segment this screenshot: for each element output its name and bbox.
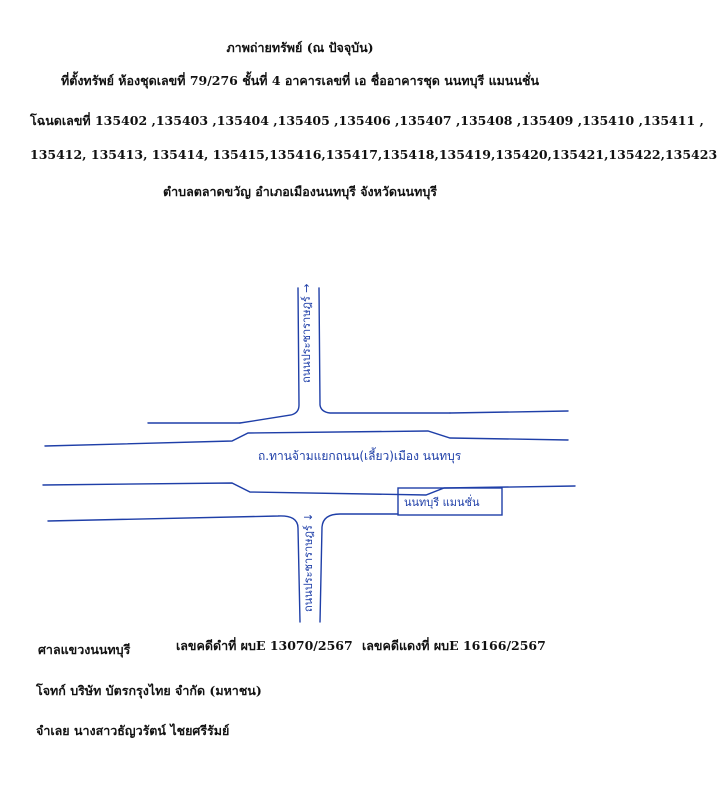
red-case-number: เลขคดีแดงที่ ผบE 16166/2567: [362, 638, 546, 653]
court-name: ศาลแขวงนนทบุรี: [38, 642, 131, 657]
property-location: ที่ตั้งทรัพย์ ห้องชุดเลขที่ 79/276 ชั้นที่ 4 อาคารเลขที่ เอ ชื่ออาคารชุด นนทบุรี แมนนชั่น: [60, 73, 540, 88]
road-label-top: ถนนประชาราษฎร์ →: [300, 283, 313, 383]
black-case-number: เลขคดีดำที่ ผบE 13070/2567: [176, 638, 353, 653]
road-label-bottom: ถนนประชาราษฎร์ ↓: [302, 512, 315, 612]
deed-numbers-line-2: 135412, 135413, 135414, 135415,135416,135417,135418,135419,135420,135421,135422,135423: [30, 147, 717, 162]
property-label: นนทบุรี แมนชั่น: [404, 496, 480, 509]
main-road-label: ถ.ทานจ้ามแยกถนน(เลี้ยว)เมือง นนทบุร: [258, 449, 462, 463]
page-title: ภาพถ่ายทรัพย์ (ณ ปัจจุบัน): [226, 40, 374, 55]
defendant-line: จำเลย นางสาวธัญวรัตน์ ไชยศรีรัมย์: [36, 723, 230, 738]
plaintiff-line: โจทก์ บริษัท บัตรกรุงไทย จำกัด (มหาชน): [36, 683, 262, 698]
district-line: ตำบลตลาดขวัญ อำเภอเมืองนนทบุรี จังหวัดนนทบุรี: [163, 184, 437, 199]
deed-numbers-line-1: โฉนดเลขที่ 135402 ,135403 ,135404 ,135405 ,135406 ,135407 ,135408 ,135409 ,135410 ,135411 ,: [30, 113, 704, 128]
